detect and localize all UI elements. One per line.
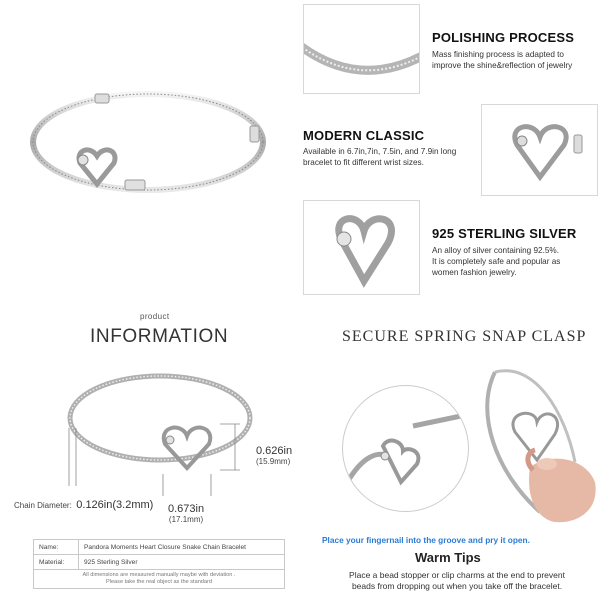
feature-title-polishing: POLISHING PROCESS xyxy=(432,30,575,45)
feature-title-modern: MODERN CLASSIC xyxy=(303,128,425,143)
chain-diameter xyxy=(14,495,153,513)
feature-desc-line: bracelet to fit different wrist sizes. xyxy=(303,158,424,167)
spec-value: 925 Sterling Silver xyxy=(79,555,285,570)
clasp-heading: SECURE SPRING SNAP CLASP xyxy=(342,328,587,345)
height-mm: (15.9mm) xyxy=(256,457,291,466)
table-row xyxy=(34,570,285,589)
hand-opening-clasp-image xyxy=(455,352,600,527)
footnote-line: All dimensions are measured manually maybe with deviation . xyxy=(82,572,236,578)
table-row xyxy=(34,540,285,555)
warm-tip-line: Place a bead stopper or clip charms at the end to prevent xyxy=(349,570,565,580)
clasp-instruction: Place your fingernail into the groove and pry it open. xyxy=(322,535,530,545)
width-dimension xyxy=(168,503,204,524)
warm-tips-body xyxy=(322,570,592,592)
feature-title-sterling: 925 STERLING SILVER xyxy=(432,226,577,241)
width-inches: 0.673in xyxy=(168,503,205,515)
height-dimension xyxy=(256,445,292,466)
feature-desc-sterling xyxy=(432,245,592,278)
footnote-line: Please take the real object as the standard xyxy=(105,579,213,585)
feature-desc-polishing xyxy=(432,49,597,71)
warm-tips-heading: Warm Tips xyxy=(415,550,481,565)
chain-diameter-label: Chain Diameter: xyxy=(14,501,72,510)
table-row xyxy=(34,555,285,570)
clasp-closeup-circle xyxy=(342,385,469,512)
spec-value: Pandora Moments Heart Closure Snake Chain Bracelet xyxy=(79,540,285,555)
spec-label: Name: xyxy=(34,540,79,555)
feature-desc-line: Available in 6.7in,7in, 7.5in, and 7.9in long xyxy=(303,147,457,156)
dimension-bracelet-image xyxy=(60,368,260,498)
feature-desc-modern xyxy=(303,146,478,168)
feature-desc-line: An alloy of silver containing 92.5%. xyxy=(432,246,559,255)
info-heading: INFORMATION xyxy=(90,326,229,347)
warm-tip-line: beads from dropping out when you take off the bracelet. xyxy=(351,581,563,591)
feature-desc-line: improve the shine&reflection of jewelry xyxy=(432,61,573,70)
spec-table xyxy=(33,539,285,589)
spec-label: Material: xyxy=(34,555,79,570)
spec-footnote xyxy=(34,570,285,589)
height-inches: 0.626in xyxy=(256,445,293,457)
feature-desc-line: Mass finishing process is adapted to xyxy=(432,50,564,59)
info-small-heading: product xyxy=(140,312,170,321)
sterling-silver-photo xyxy=(303,200,420,295)
main-bracelet-image xyxy=(20,80,280,230)
heart-clasp-photo xyxy=(481,104,598,196)
feature-desc-line: It is completely safe and popular as xyxy=(432,257,561,266)
polishing-photo xyxy=(303,4,420,94)
chain-diameter-inches: 0.126in xyxy=(76,499,113,511)
feature-desc-line: women fashion jewelry. xyxy=(432,268,517,277)
chain-diameter-mm: (3.2mm) xyxy=(112,499,154,511)
width-mm: (17.1mm) xyxy=(168,515,204,524)
